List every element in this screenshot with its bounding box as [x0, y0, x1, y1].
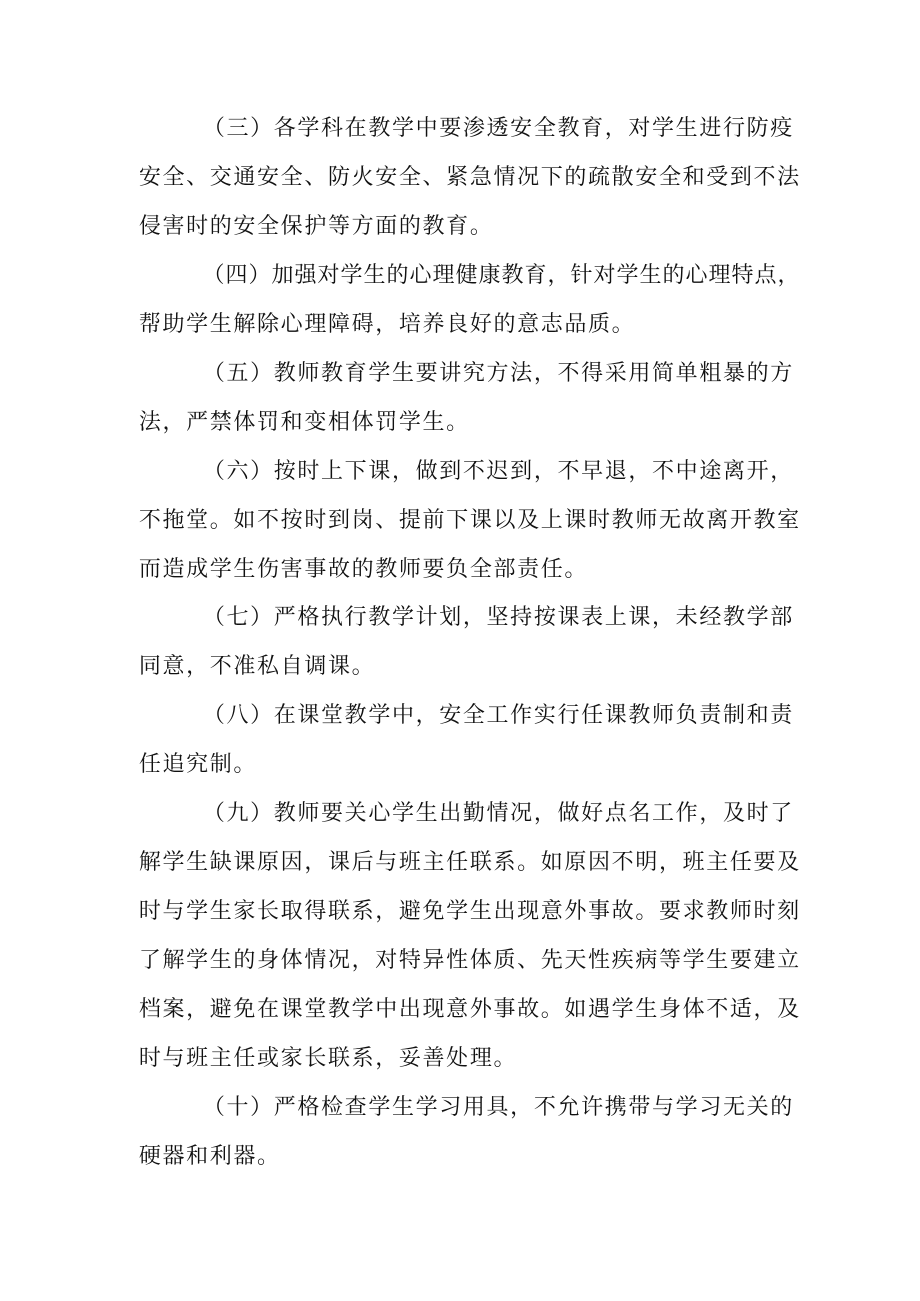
paragraph-9-line-2: 解 学 生 缺 课 原 因 ， 课 后 与 班 主 任 联 系 。 如 原 因 不 明 ， 班 主 任 要 及	[138, 850, 800, 875]
paragraph-9-line-5: 档 案 ， 避 免 在 课 堂 教 学 中 出 现 意 外 事 故 。 如 遇 学 生 身 体 不 适 ， 及	[138, 997, 800, 1022]
paragraph-8-line-2: 任 追 究 制 。	[138, 752, 256, 777]
paragraph-6-line-1: （ 六 ） 按 时 上 下 课 ， 做 到 不 迟 到 ， 不 早 退 ， 不 中 途 离 开 ，	[202, 459, 793, 484]
paragraph-10-line-1: （ 十 ） 严 格 检 查 学 生 学 习 用 具 ， 不 允 许 携 带 与 学 习 无 关 的	[202, 1095, 793, 1120]
paragraph-5-line-1: （ 五 ） 教 师 教 育 学 生 要 讲 究 方 法 ， 不 得 采 用 简 单 粗 暴 的 方	[202, 361, 793, 386]
paragraph-7-line-2: 同 意 ， 不 准 私 自 调 课 。	[138, 654, 374, 679]
paragraph-3-line-3: 侵 害 时 的 安 全 保 护 等 方 面 的 教 育 。	[138, 214, 492, 239]
paragraph-3-line-1: （ 三 ） 各 学 科 在 教 学 中 要 渗 透 安 全 教 育 ， 对 学 生 进 行 防 疫	[202, 116, 793, 141]
paragraph-6-line-2: 不 拖 堂 。 如 不 按 时 到 岗 、 提 前 下 课 以 及 上 课 时 教 师 无 故 离 开 教 室	[138, 508, 800, 533]
paragraph-6-line-3: 而 造 成 学 生 伤 害 事 故 的 教 师 要 负 全 部 责 任 。	[138, 557, 587, 582]
paragraph-4-line-2: 帮 助 学 生 解 除 心 理 障 碍 ， 培 养 良 好 的 意 志 品 质 。	[138, 312, 634, 337]
paragraph-9-line-3: 时 与 学 生 家 长 取 得 联 系 ， 避 免 学 生 出 现 意 外 事 故 。 要 求 教 师 时 刻	[138, 899, 800, 924]
paragraph-3-line-2: 安 全 、 交 通 安 全 、 防 火 安 全 、 紧 急 情 况 下 的 疏 散 安 全 和 受 到 不 法	[138, 165, 800, 190]
paragraph-9-line-4: 了 解 学 生 的 身 体 情 况 ， 对 特 异 性 体 质 、 先 天 性 疾 病 等 学 生 要 建 立	[138, 948, 800, 973]
paragraph-5-line-2: 法 ， 严 禁 体 罚 和 变 相 体 罚 学 生 。	[138, 410, 469, 435]
paragraph-8-line-1: （ 八 ） 在 课 堂 教 学 中 ， 安 全 工 作 实 行 任 课 教 师 负 责 制 和 责	[202, 703, 793, 728]
paragraph-10-line-2: 硬 器 和 利 器 。	[138, 1144, 280, 1169]
paragraph-9-line-1: （ 九 ） 教 师 要 关 心 学 生 出 勤 情 况 ， 做 好 点 名 工 作 ， 及 时 了	[202, 801, 793, 826]
paragraph-4-line-1: （ 四 ） 加 强 对 学 生 的 心 理 健 康 教 育 ， 针 对 学 生 的 心 理 特 点 ，	[202, 263, 800, 288]
paragraph-9-line-6: 时 与 班 主 任 或 家 长 联 系 ， 妥 善 处 理 。	[138, 1046, 516, 1071]
paragraph-7-line-1: （ 七 ） 严 格 执 行 教 学 计 划 ， 坚 持 按 课 表 上 课 ， 未 经 教 学 部	[202, 605, 793, 630]
